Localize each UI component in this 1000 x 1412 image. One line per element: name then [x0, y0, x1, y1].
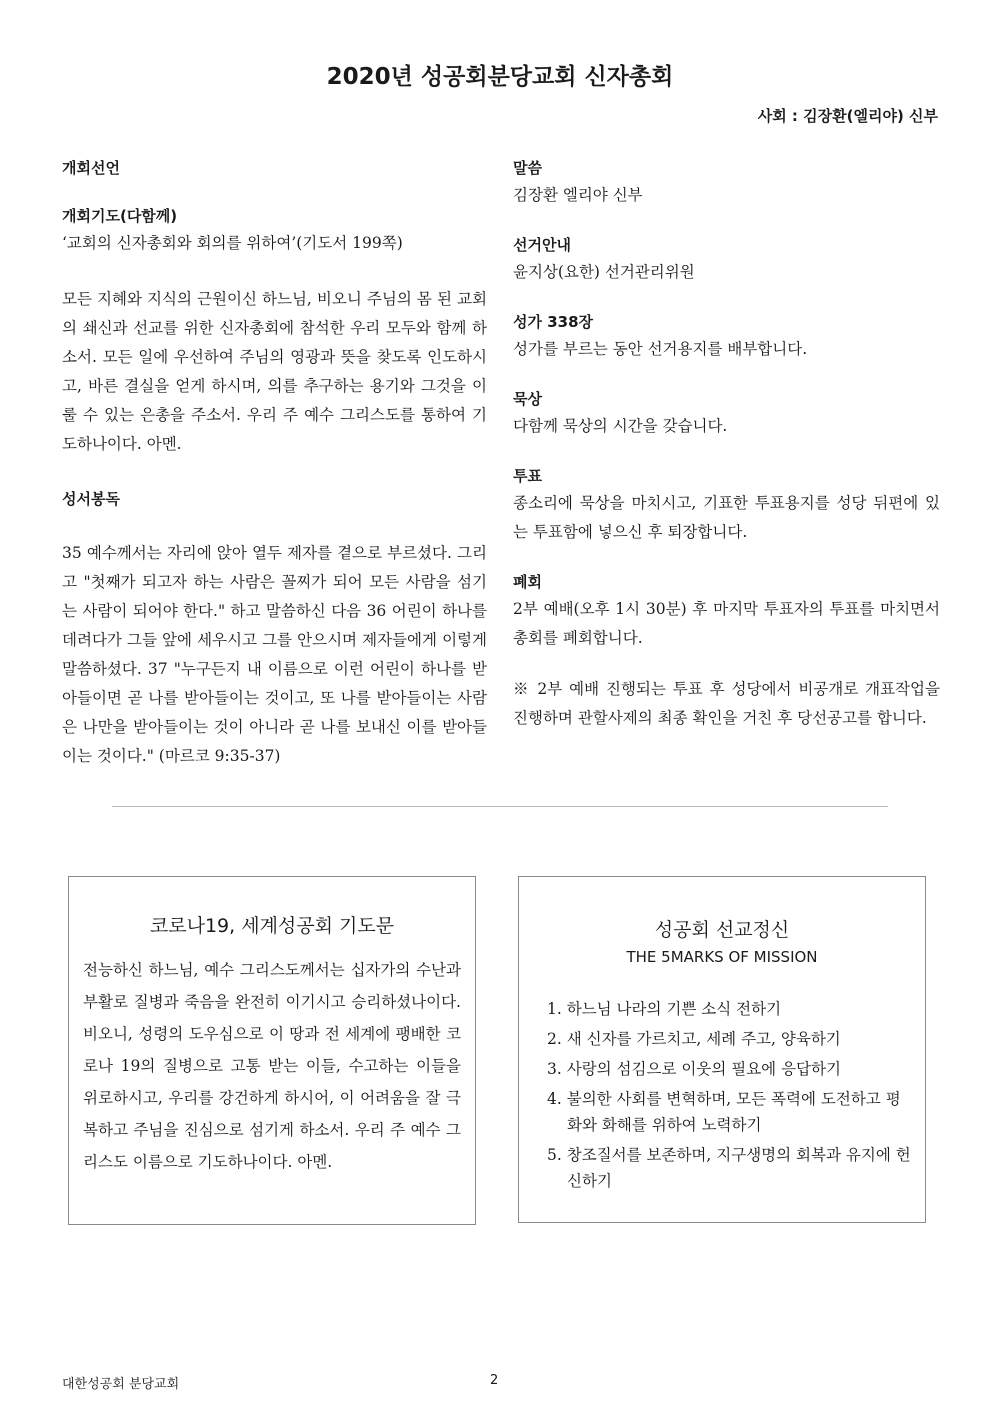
opening-prayer-text: 모든 지혜와 지식의 근원이신 하느님, 비오니 주님의 몸 된 교회의 쇄신과 선교를 위한 신자총회에 참석한 우리 모두와 함께 하소서. 모든 일에 우선하여 주님의 영광과 뜻을 찾도록 인도하시고, 바른 결실을 얻게 하시며, 의를 추구하는 용기와 그것을 이룰 수 있는 은총을 주소서. 우리 주 예수 그리스도를 통하여 기도하나이다. 아멘.: [62, 290, 487, 453]
sermon-heading: 말씀: [513, 159, 542, 177]
closing-text: 2부 예배(오후 1시 30분) 후 마지막 투표자의 투표를 마치면서 총회를 폐회합니다.: [513, 600, 940, 647]
mission-item: 2. 새 신자를 가르치고, 세례 주고, 양육하기: [547, 1030, 841, 1048]
left-column: [62, 155, 487, 771]
page-title: 2020년 성공회분당교회 신자총회: [326, 64, 674, 90]
silence-text: 다함께 묵상의 시간을 갖습니다.: [513, 417, 728, 435]
mission-subtitle: THE 5MARKS OF MISSION: [626, 948, 818, 966]
presider-line: 사회 : 김장환(엘리야) 신부: [757, 107, 938, 125]
opening-prayer-reference: ‘교회의 신자총회와 회의를 위하여’(기도서 199쪽): [62, 234, 403, 252]
scripture-reading-text: 35 예수께서는 자리에 앉아 열두 제자를 곁으로 부르셨다. 그리고 "첫째가 되고자 하는 사람은 꼴찌가 되어 모든 사람을 섬기는 사람이 되어야 한다." 하고 말씀하신 다음 36 어린이 하나를 데려다가 그들 앞에 세우시고 그를 안으시며 제자들에게 이렇게 말씀하셨다. 37 "누구든지 내 이름으로 이런 어린이 하나를 받아들이면 곧 나를 받아들이는 것이고, 또 나를 받아들이는 사람은 나만을 받아들이는 것이 아니라 곧 나를 보내신 이를 받아들이는 것이다." (마르코 9:35-37): [62, 544, 487, 765]
covid-prayer-title: 코로나19, 세계성공회 기도문: [149, 915, 395, 937]
covid-prayer-box: [68, 876, 476, 1225]
mission-title: 성공회 선교정신: [654, 919, 790, 941]
right-column: [513, 155, 940, 733]
mission-item: 4. 불의한 사회를 변혁하며, 모든 폭력에 도전하고 평화와 화해를 위하여 노력하기: [547, 1090, 901, 1134]
sermon-text: 김장환 엘리야 신부: [513, 186, 643, 204]
opening-prayer-heading: 개회기도(다함께): [62, 207, 178, 225]
mission-list: [547, 996, 913, 1194]
mission-item: 1. 하느님 나라의 기쁜 소식 전하기: [547, 1000, 782, 1018]
section-divider: [112, 806, 888, 807]
silence-heading: 묵상: [513, 390, 542, 408]
mission-item: 3. 사랑의 섬김으로 이웃의 필요에 응답하기: [547, 1060, 841, 1078]
covid-prayer-text: 전능하신 하느님, 예수 그리스도께서는 십자가의 수난과 부활로 질병과 죽음을 완전히 이기시고 승리하셨나이다. 비오니, 성령의 도우심으로 이 땅과 전 세계에 팽배한 코로나 19의 질병으로 고통 받는 이들, 수고하는 이들을 위로하시고, 우리를 강건하게 하시어, 이 어려움을 잘 극복하고 주님을 진심으로 섬기게 하소서. 우리 주 예수 그리스도 이름으로 기도하나이다. 아멘.: [83, 961, 461, 1171]
closing-heading: 폐회: [513, 573, 542, 591]
page-number: 2: [490, 1373, 499, 1388]
hymn-heading: 성가 338장: [513, 313, 594, 331]
vote-text: 종소리에 묵상을 마치시고, 기표한 투표용지를 성당 뒤편에 있는 투표함에 넣으신 후 퇴장합니다.: [513, 494, 940, 541]
hymn-text: 성가를 부르는 동안 선거용지를 배부합니다.: [513, 340, 808, 358]
election-text: 윤지상(요한) 선거관리위원: [513, 263, 695, 281]
footer-church-name: 대한성공회 분당교회: [62, 1377, 180, 1392]
mission-box: [518, 876, 926, 1223]
vote-heading: 투표: [513, 467, 542, 485]
mission-item: 5. 창조질서를 보존하며, 지구생명의 회복과 유지에 헌신하기: [547, 1146, 911, 1190]
counting-note: ※ 2부 예배 진행되는 투표 후 성당에서 비공개로 개표작업을 진행하며 관할사제의 최종 확인을 거친 후 당선공고를 합니다.: [513, 680, 940, 727]
opening-heading: 개회선언: [62, 159, 120, 177]
election-heading: 선거안내: [513, 236, 571, 254]
scripture-reading-heading: 성서봉독: [62, 490, 120, 508]
